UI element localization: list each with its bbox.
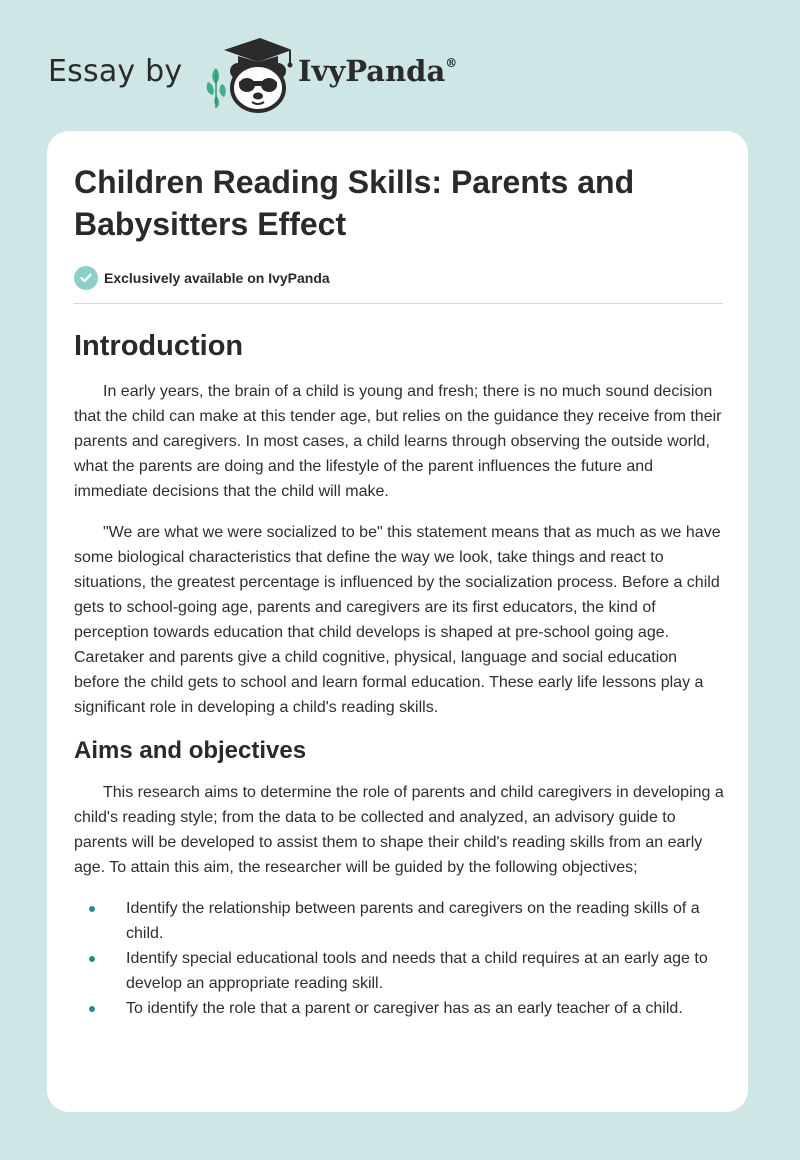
essay-title: Children Reading Skills: Parents and Babysitters Effect: [74, 164, 635, 242]
essay-card: [47, 131, 748, 1112]
registered-mark: ®: [445, 56, 458, 70]
paragraph: "We are what we were socialized to be" this statement means that as much as we have some biological characteristics that define the way we look, take things and react to situations, the greatest percentage is influenced by the socialization process. Before a child gets to school-going age, parents and caregivers are its first educators, the kind of perception towards education that child develops is shaped at pre-school going age. Caretaker and parents give a child cognitive, physical, language and social education before the child gets to school and learn formal education. These early life lessons play a significant role in developing a child's reading skills.: [74, 524, 721, 716]
list-item: [74, 896, 724, 946]
brand-text: IvyPanda: [298, 54, 446, 88]
bullet-dot: [89, 1006, 95, 1012]
essay-content: [74, 161, 724, 1021]
objective-text: To identify the role that a parent or caregiver has as an early teacher of a child.: [126, 1000, 683, 1017]
bullet-dot: [89, 956, 95, 962]
site-header: [48, 34, 608, 114]
objectives-list: [74, 896, 724, 1021]
divider: [74, 303, 723, 304]
objective-text: Identify the relationship between parents and caregivers on the reading skills of a child.: [126, 900, 700, 942]
check-circle-icon: [74, 266, 98, 290]
list-item: [74, 946, 724, 996]
bullet-dot: [89, 906, 95, 912]
essay-by-label: Essay by: [48, 54, 183, 89]
objective-text: Identify special educational tools and needs that a child requires at an early age to develop an appropriate reading skill.: [126, 950, 708, 992]
paragraph: In early years, the brain of a child is young and fresh; there is no much sound decision that the child can make at this tender age, but relies on the guidance they receive from their parents and caregivers. In most cases, a child learns through observing the outside world, what the parents are doing and the lifestyle of the parent influences the future and immediate decisions that the child will make.: [74, 383, 722, 500]
badge-text: Exclusively available on IvyPanda: [104, 270, 330, 286]
exclusive-badge: [74, 265, 724, 291]
ivy-leaf-icon: [207, 68, 226, 108]
panda-graduate-icon[interactable]: [202, 34, 294, 114]
section-heading-introduction: Introduction: [74, 330, 244, 362]
section-heading-aims: Aims and objectives: [74, 737, 307, 764]
list-item: [74, 996, 724, 1021]
brand-name[interactable]: [298, 54, 457, 88]
paragraph: This research aims to determine the role of parents and child caregivers in developing a child's reading style; from the data to be collected and analyzed, an advisory guide to parents will be developed to assist them to shape their child's reading skills from an early age. To attain this aim, the researcher will be guided by the following objectives;: [74, 784, 724, 876]
